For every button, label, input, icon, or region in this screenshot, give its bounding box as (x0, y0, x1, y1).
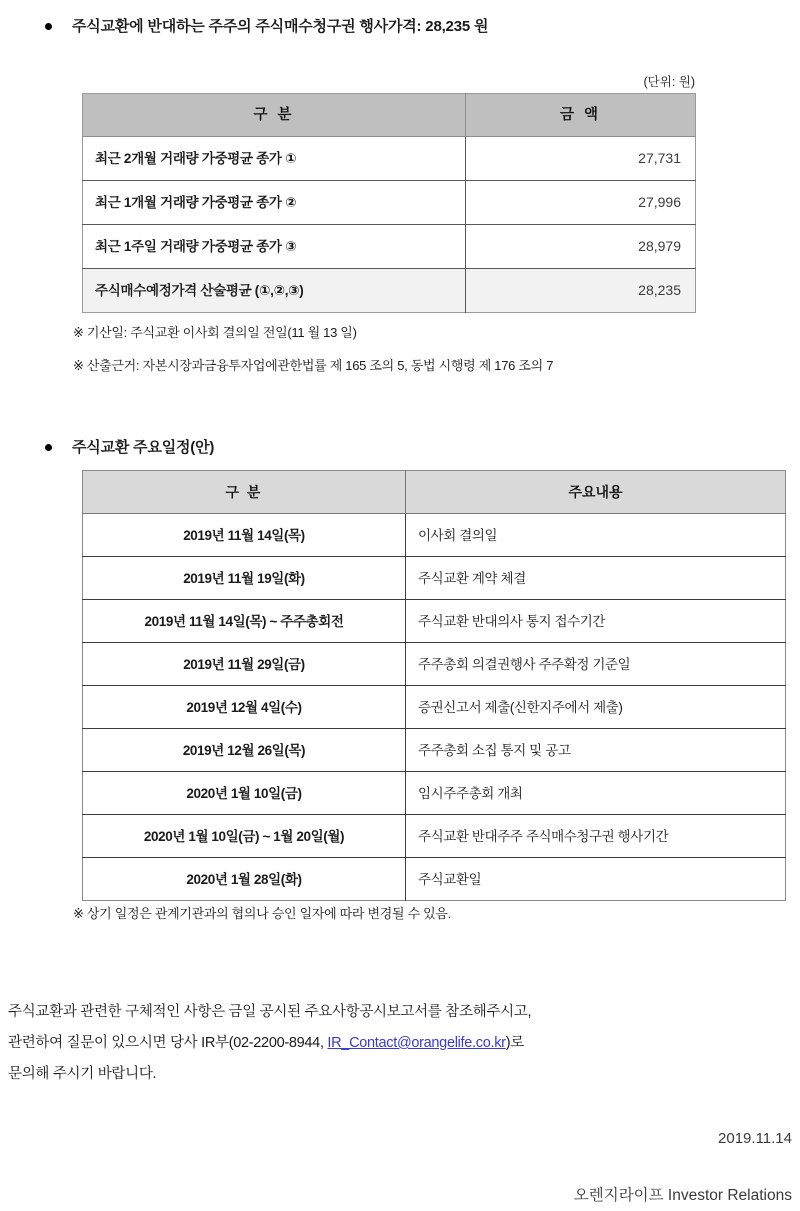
table-row (83, 514, 786, 557)
schedule-table-header-category: 구 분 (83, 471, 406, 514)
schedule-row-desc: 이사회 결의일 (418, 527, 498, 543)
price-row-label: 최근 1주일 거래량 가중평균 종가 ③ (83, 225, 466, 269)
table-row (83, 181, 696, 225)
schedule-table-note: ※ 상기 일정은 관계기관과의 협의나 승인 일자에 따라 변경될 수 있음. (73, 906, 451, 921)
bullet-dot-icon (45, 23, 52, 30)
table-row (83, 772, 786, 815)
table-row (83, 643, 786, 686)
section-2-heading (45, 437, 214, 458)
schedule-row-date: 2019년 12월 4일(수) (83, 686, 406, 729)
schedule-row-desc: 주식교환일 (406, 858, 786, 901)
closing-line-1: 주식교환과 관련한 구체적인 사항은 금일 공시된 주요사항공시보고서를 참조해주시고, (8, 1004, 532, 1020)
table-row (83, 557, 786, 600)
closing-line-2 (8, 1028, 792, 1059)
price-table-header-amount: 금 액 (466, 94, 696, 137)
table-row (83, 815, 786, 858)
table-row (83, 729, 786, 772)
table-row (83, 600, 786, 643)
price-table-unit-caption: (단위: 원) (643, 75, 695, 89)
schedule-row-desc: 주식교환 계약 체결 (406, 557, 786, 600)
schedule-table-header-row (83, 471, 786, 514)
table-row-total (83, 269, 696, 313)
closing-line-2-suffix: )로 (505, 1035, 524, 1051)
schedule-row-date: 2020년 1월 28일(화) (83, 858, 406, 901)
price-table-note-2: ※ 산출근거: 자본시장과금융투자업에관한법률 제 165 조의 5, 동법 시행령 제 176 조의 7 (73, 358, 554, 373)
schedule-row-date: 2020년 1월 10일(금) ~ 1월 20일(월) (83, 815, 406, 858)
table-row (83, 225, 696, 269)
schedule-row-desc: 증권신고서 제출(신한지주에서 제출) (406, 686, 786, 729)
price-row-value-total: 28,235 (466, 269, 696, 313)
schedule-row-desc: 주주총회 소집 통지 및 공고 (406, 729, 786, 772)
table-row (83, 858, 786, 901)
section-1-heading (45, 16, 488, 37)
schedule-table (82, 470, 786, 901)
table-row (83, 686, 786, 729)
price-row-label-total: 주식매수예정가격 산술평균 (①,②,③) (83, 269, 466, 313)
price-row-label: 최근 1개월 거래량 가중평균 종가 ② (83, 181, 466, 225)
closing-paragraph (8, 997, 792, 1090)
price-table-header-row (83, 94, 696, 137)
schedule-row-date: 2019년 12월 26일(목) (83, 729, 406, 772)
closing-line-2-prefix: 관련하여 질문이 있으시면 당사 IR부(02-2200-8944, (8, 1035, 328, 1051)
schedule-row-date: 2019년 11월 29일(금) (83, 643, 406, 686)
schedule-row-desc: 주식교환 반대의사 통지 접수기간 (406, 600, 786, 643)
price-table-header-category: 구 분 (83, 94, 466, 137)
section-2-heading-text: 주식교환 주요일정(안) (72, 439, 215, 456)
bullet-dot-icon (45, 444, 52, 451)
footer-date: 2019.11.14 (718, 1130, 792, 1147)
price-table-note-1: ※ 기산일: 주식교환 이사회 결의일 전일(11 월 13 일) (73, 325, 357, 340)
price-row-value: 27,731 (638, 150, 681, 166)
section-1-heading-text: 주식교환에 반대하는 주주의 주식매수청구권 행사가격: 28,235 원 (72, 18, 489, 35)
schedule-row-desc: 주식교환 반대주주 주식매수청구권 행사기간 (406, 815, 786, 858)
price-row-label: 최근 2개월 거래량 가중평균 종가 ① (83, 137, 466, 181)
footer-organization: 오렌지라이프 Investor Relations (573, 1187, 792, 1204)
table-row (83, 137, 696, 181)
schedule-table-header-content: 주요내용 (406, 471, 786, 514)
schedule-row-date: 2020년 1월 10일(금) (83, 772, 406, 815)
schedule-row-date: 2019년 11월 14일(목) ~ 주주총회전 (83, 600, 406, 643)
schedule-row-date: 2019년 11월 14일(목) (83, 514, 406, 557)
schedule-row-date: 2019년 11월 19일(화) (83, 557, 406, 600)
schedule-row-desc: 임시주주총회 개최 (406, 772, 786, 815)
schedule-row-desc: 주주총회 의결권행사 주주확정 기준일 (406, 643, 786, 686)
price-table (82, 93, 696, 313)
closing-line-3: 문의해 주시기 바랍니다. (8, 1066, 157, 1082)
ir-contact-email-link[interactable]: IR_Contact@orangelife.co.kr (327, 1035, 506, 1051)
price-row-value: 27,996 (466, 181, 696, 225)
price-row-value: 28,979 (466, 225, 696, 269)
